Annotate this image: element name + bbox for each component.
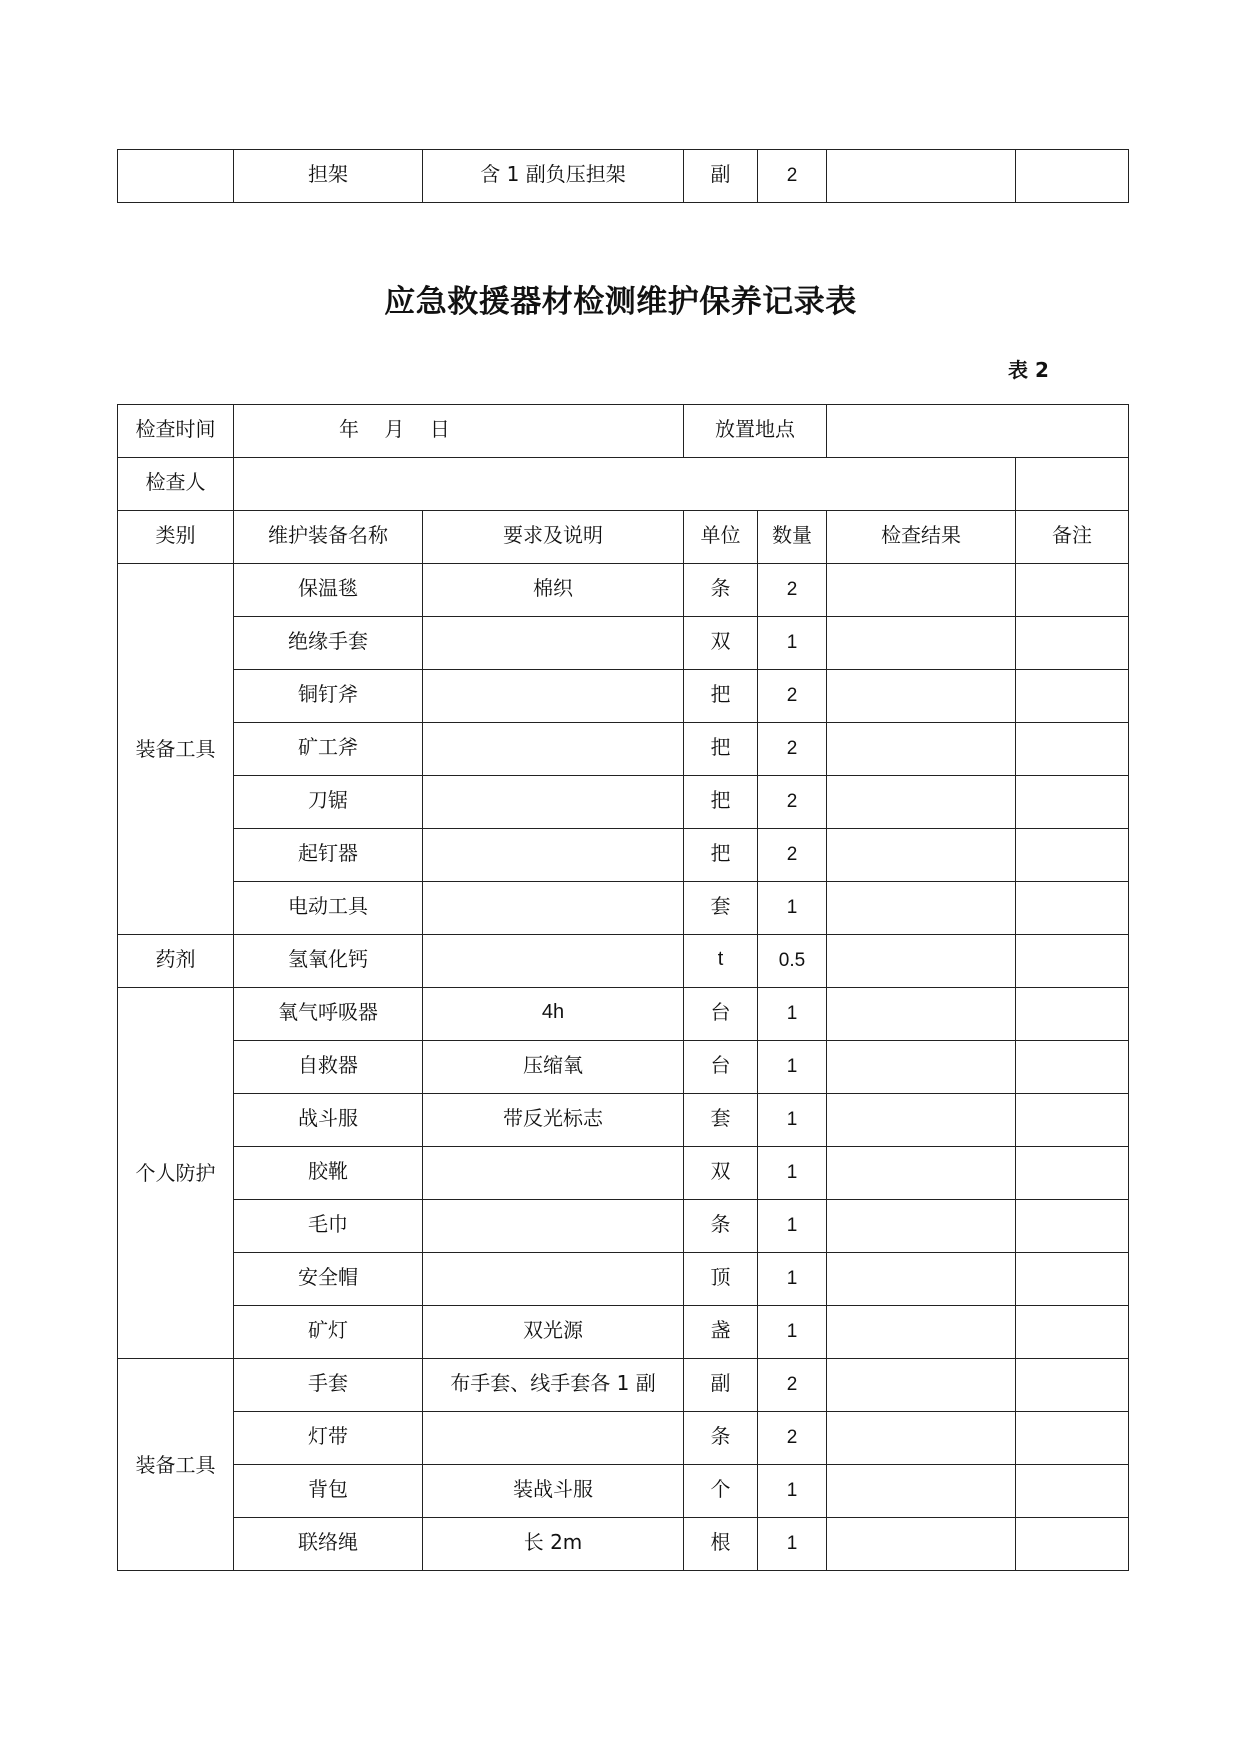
item-spec-cell: 含 1 副负压担架 xyxy=(423,150,684,203)
table-row xyxy=(118,829,1129,882)
item-spec-cell xyxy=(423,670,684,723)
item-qty-cell: 1 xyxy=(758,617,827,670)
remark-cell[interactable] xyxy=(1016,670,1129,723)
table-row xyxy=(118,988,1129,1041)
remark-cell[interactable] xyxy=(1016,1465,1129,1518)
table-number: 表 2 xyxy=(1008,358,1049,382)
item-spec-cell xyxy=(423,1147,684,1200)
item-unit-cell: 把 xyxy=(684,776,758,829)
item-name-cell: 手套 xyxy=(234,1359,423,1412)
table-row xyxy=(118,1200,1129,1253)
item-spec-cell: 棉织 xyxy=(423,564,684,617)
inspector-field[interactable] xyxy=(234,458,1016,511)
item-qty-cell: 1 xyxy=(758,1041,827,1094)
item-spec-cell xyxy=(423,617,684,670)
item-spec-cell: 长 2m xyxy=(423,1518,684,1571)
item-name-cell: 自救器 xyxy=(234,1041,423,1094)
item-name-cell: 灯带 xyxy=(234,1412,423,1465)
item-name-cell: 毛巾 xyxy=(234,1200,423,1253)
table-row xyxy=(118,1412,1129,1465)
item-qty-cell: 1 xyxy=(758,988,827,1041)
result-cell[interactable] xyxy=(827,776,1016,829)
item-qty-cell: 1 xyxy=(758,1147,827,1200)
table-row xyxy=(118,1147,1129,1200)
location-label: 放置地点 xyxy=(684,405,827,458)
result-cell[interactable] xyxy=(827,564,1016,617)
item-name-cell: 氧气呼吸器 xyxy=(234,988,423,1041)
item-unit-cell: t xyxy=(684,935,758,988)
column-header-row xyxy=(118,511,1129,564)
table-row xyxy=(118,1518,1129,1571)
location-field[interactable] xyxy=(827,405,1129,458)
item-unit-cell: 条 xyxy=(684,1200,758,1253)
item-spec-cell: 布手套、线手套各 1 副 xyxy=(423,1359,684,1412)
item-name-cell: 担架 xyxy=(234,150,423,203)
item-spec-cell xyxy=(423,882,684,935)
remark-cell[interactable] xyxy=(1016,1253,1129,1306)
table-row xyxy=(118,1094,1129,1147)
item-name-cell: 保温毯 xyxy=(234,564,423,617)
item-spec-cell: 压缩氧 xyxy=(423,1041,684,1094)
item-qty-cell: 0.5 xyxy=(758,935,827,988)
item-name-cell: 背包 xyxy=(234,1465,423,1518)
result-cell[interactable] xyxy=(827,723,1016,776)
category-cell: 装备工具 xyxy=(118,564,234,935)
item-unit-cell: 套 xyxy=(684,1094,758,1147)
item-spec-cell: 带反光标志 xyxy=(423,1094,684,1147)
item-name-cell: 胶靴 xyxy=(234,1147,423,1200)
item-unit-cell: 副 xyxy=(684,150,758,203)
item-spec-cell xyxy=(423,935,684,988)
item-qty-cell: 2 xyxy=(758,776,827,829)
item-name-cell: 安全帽 xyxy=(234,1253,423,1306)
previous-page-table xyxy=(117,149,1129,203)
result-cell[interactable] xyxy=(827,1041,1016,1094)
result-cell[interactable] xyxy=(827,1253,1016,1306)
item-unit-cell: 盏 xyxy=(684,1306,758,1359)
table-row xyxy=(118,1253,1129,1306)
item-qty-cell: 1 xyxy=(758,1465,827,1518)
result-cell[interactable] xyxy=(827,935,1016,988)
result-cell[interactable] xyxy=(827,1412,1016,1465)
inspector-row xyxy=(118,458,1129,511)
item-name-cell: 战斗服 xyxy=(234,1094,423,1147)
item-qty-cell: 1 xyxy=(758,882,827,935)
item-name-cell: 铜钉斧 xyxy=(234,670,423,723)
result-cell[interactable] xyxy=(827,1306,1016,1359)
maintenance-record-table xyxy=(117,404,1129,1571)
item-name-cell: 刀锯 xyxy=(234,776,423,829)
remark-cell[interactable] xyxy=(1016,1518,1129,1571)
result-cell[interactable] xyxy=(827,1359,1016,1412)
table-row xyxy=(118,1465,1129,1518)
result-cell[interactable] xyxy=(827,882,1016,935)
table-row xyxy=(118,882,1129,935)
table-row xyxy=(118,1041,1129,1094)
item-name-cell: 矿灯 xyxy=(234,1306,423,1359)
result-cell[interactable] xyxy=(827,617,1016,670)
document-title: 应急救援器材检测维护保养记录表 xyxy=(384,284,857,320)
item-name-cell: 联络绳 xyxy=(234,1518,423,1571)
item-name-cell: 矿工斧 xyxy=(234,723,423,776)
item-name-cell: 起钉器 xyxy=(234,829,423,882)
item-unit-cell: 双 xyxy=(684,1147,758,1200)
item-spec-cell: 4h xyxy=(423,988,684,1041)
item-unit-cell: 顶 xyxy=(684,1253,758,1306)
item-spec-cell xyxy=(423,829,684,882)
remark-cell[interactable] xyxy=(1016,1359,1129,1412)
item-name-cell: 绝缘手套 xyxy=(234,617,423,670)
remark-cell[interactable] xyxy=(1016,617,1129,670)
category-cell xyxy=(118,150,234,203)
column-header-spec: 要求及说明 xyxy=(423,511,684,564)
item-unit-cell: 个 xyxy=(684,1465,758,1518)
result-cell[interactable] xyxy=(827,1147,1016,1200)
column-header-result: 检查结果 xyxy=(827,511,1016,564)
table-row xyxy=(118,1306,1129,1359)
category-cell: 装备工具 xyxy=(118,1359,234,1571)
item-unit-cell: 双 xyxy=(684,617,758,670)
item-qty-cell: 1 xyxy=(758,1200,827,1253)
item-name-cell: 氢氧化钙 xyxy=(234,935,423,988)
item-spec-cell xyxy=(423,1200,684,1253)
item-unit-cell: 把 xyxy=(684,670,758,723)
item-spec-cell xyxy=(423,723,684,776)
item-unit-cell: 根 xyxy=(684,1518,758,1571)
column-header-unit: 单位 xyxy=(684,511,758,564)
item-qty-cell: 2 xyxy=(758,150,827,203)
remark-cell[interactable] xyxy=(1016,1306,1129,1359)
result-cell[interactable] xyxy=(827,150,1016,203)
remark-cell[interactable] xyxy=(1016,150,1129,203)
item-spec-cell: 双光源 xyxy=(423,1306,684,1359)
table-row xyxy=(118,617,1129,670)
item-qty-cell: 2 xyxy=(758,670,827,723)
remark-cell[interactable] xyxy=(1016,1094,1129,1147)
item-unit-cell: 把 xyxy=(684,723,758,776)
result-cell[interactable] xyxy=(827,1518,1016,1571)
result-cell[interactable] xyxy=(827,829,1016,882)
result-cell[interactable] xyxy=(827,988,1016,1041)
inspector-extra-cell[interactable] xyxy=(1016,458,1129,511)
item-unit-cell: 条 xyxy=(684,564,758,617)
table-row xyxy=(118,935,1129,988)
item-qty-cell: 1 xyxy=(758,1518,827,1571)
remark-cell[interactable] xyxy=(1016,723,1129,776)
item-spec-cell xyxy=(423,1412,684,1465)
table-row xyxy=(118,670,1129,723)
item-spec-cell: 装战斗服 xyxy=(423,1465,684,1518)
remark-cell[interactable] xyxy=(1016,882,1129,935)
category-cell: 药剂 xyxy=(118,935,234,988)
item-qty-cell: 2 xyxy=(758,1412,827,1465)
result-cell[interactable] xyxy=(827,1465,1016,1518)
remark-cell[interactable] xyxy=(1016,1412,1129,1465)
remark-cell[interactable] xyxy=(1016,1200,1129,1253)
item-qty-cell: 2 xyxy=(758,564,827,617)
item-qty-cell: 2 xyxy=(758,723,827,776)
category-cell: 个人防护 xyxy=(118,988,234,1359)
item-qty-cell: 1 xyxy=(758,1253,827,1306)
remark-cell[interactable] xyxy=(1016,776,1129,829)
table-row xyxy=(118,150,1129,203)
item-unit-cell: 副 xyxy=(684,1359,758,1412)
item-unit-cell: 条 xyxy=(684,1412,758,1465)
check-date-field[interactable]: 年 月 日 xyxy=(234,405,684,458)
table-row xyxy=(118,564,1129,617)
item-qty-cell: 1 xyxy=(758,1306,827,1359)
column-header-name: 维护装备名称 xyxy=(234,511,423,564)
column-header-category: 类别 xyxy=(118,511,234,564)
item-unit-cell: 台 xyxy=(684,988,758,1041)
check-time-label: 检查时间 xyxy=(118,405,234,458)
item-qty-cell: 2 xyxy=(758,1359,827,1412)
item-spec-cell xyxy=(423,776,684,829)
result-cell[interactable] xyxy=(827,670,1016,723)
column-header-qty: 数量 xyxy=(758,511,827,564)
remark-cell[interactable] xyxy=(1016,1147,1129,1200)
table-row xyxy=(118,723,1129,776)
remark-cell[interactable] xyxy=(1016,564,1129,617)
item-name-cell: 电动工具 xyxy=(234,882,423,935)
column-header-remark: 备注 xyxy=(1016,511,1129,564)
check-time-row xyxy=(118,405,1129,458)
remark-cell[interactable] xyxy=(1016,935,1129,988)
remark-cell[interactable] xyxy=(1016,988,1129,1041)
item-unit-cell: 把 xyxy=(684,829,758,882)
item-unit-cell: 套 xyxy=(684,882,758,935)
result-cell[interactable] xyxy=(827,1200,1016,1253)
item-qty-cell: 2 xyxy=(758,829,827,882)
remark-cell[interactable] xyxy=(1016,1041,1129,1094)
remark-cell[interactable] xyxy=(1016,829,1129,882)
item-spec-cell xyxy=(423,1253,684,1306)
result-cell[interactable] xyxy=(827,1094,1016,1147)
table-row xyxy=(118,776,1129,829)
table-row xyxy=(118,1359,1129,1412)
item-unit-cell: 台 xyxy=(684,1041,758,1094)
inspector-label: 检查人 xyxy=(118,458,234,511)
item-qty-cell: 1 xyxy=(758,1094,827,1147)
